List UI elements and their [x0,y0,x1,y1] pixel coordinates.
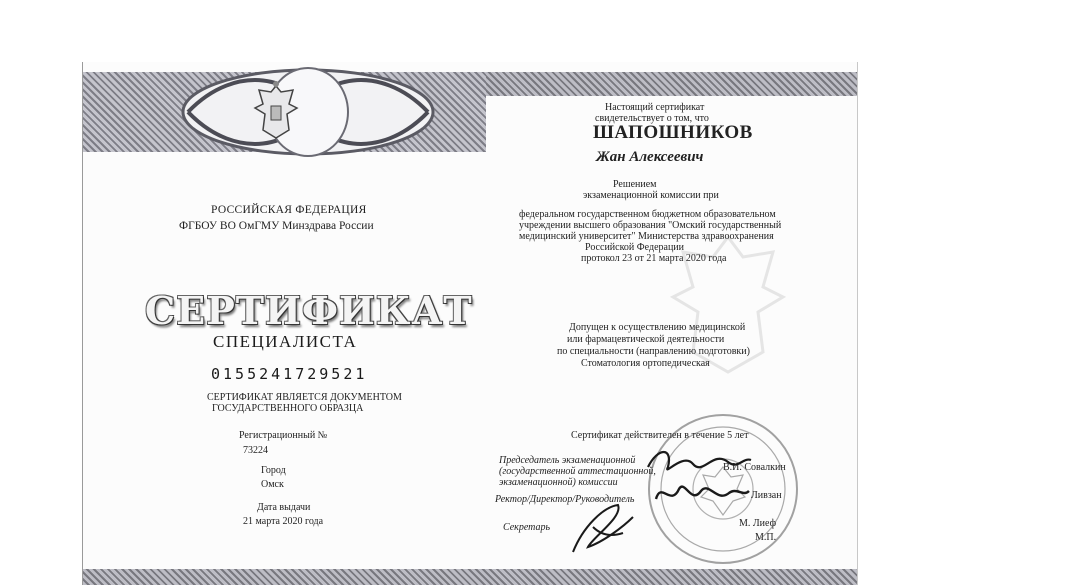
chair-line2: (государственной аттестационной, [499,466,656,477]
chair-line3: экзаменационной) комиссии [499,477,618,488]
ornamental-knot [178,62,438,164]
intro-line2: свидетельствует о том, что [595,113,709,124]
city-value: Омск [261,479,284,490]
validity-text: Сертификат действителен в течение 5 лет [571,430,749,441]
doc-note-line1: СЕРТИФИКАТ ЯВЛЯЕТСЯ ДОКУМЕНТОМ [207,392,402,403]
holder-surname: ШАПОШНИКОВ [593,122,753,143]
seal-label: М.П. [755,532,777,543]
chair-name: В.И. Совалкин [723,462,786,473]
admit-line1: Допущен к осуществлению медицинской [569,322,746,333]
coat-of-arms-emblem [251,80,301,142]
certificate-number: 0155241729521 [211,365,368,383]
doc-note-line2: ГОСУДАРСТВЕННОГО ОБРАЗЦА [212,403,364,414]
org-line2: учреждении высшего образования "Омский государственный [519,220,782,231]
specialty-value: Стоматология ортопедическая [581,358,710,369]
chair-line1: Председатель экзаменационной [499,455,636,466]
rector-signature [651,477,751,512]
certificate-title: СЕРТИФИКАТ [145,288,473,333]
institution-label: ФГБОУ ВО ОмГМУ Минздрава России [179,220,374,232]
intro-line1: Настоящий сертификат [605,102,705,113]
decision-line2: экзаменационной комиссии при [583,190,719,201]
certificate-subtitle: СПЕЦИАЛИСТА [213,332,358,351]
holder-name: Жан Алексеевич [596,149,704,165]
org-line3: медицинский университет" Министерства здравоохранения [519,231,774,242]
country-label: РОССИЙСКАЯ ФЕДЕРАЦИЯ [211,204,367,216]
rector-label: Ректор/Директор/Руководитель [495,494,635,505]
org-line1: федеральном государственном бюджетном образовательном [519,209,776,220]
admit-line2: или фармацевтической деятельности [567,334,725,345]
secretary-name: М. Лиеф [739,518,777,529]
protocol-line: протокол 23 от 21 марта 2020 года [581,253,727,264]
rector-name: Ливзан [751,490,782,501]
org-line4: Российской Федерации [585,242,685,253]
secretary-signature [563,497,643,562]
certificate-document [82,62,858,585]
guilloche-band-top-right [486,72,857,96]
secretary-label: Секретарь [503,522,551,533]
issue-date-label: Дата выдачи [257,502,311,513]
admit-line3: по специальности (направлению подготовки) [557,346,750,357]
reg-number-value: 73224 [243,445,268,456]
issue-date-value: 21 марта 2020 года [243,516,324,527]
city-label: Город [261,465,286,476]
chair-signature [643,442,753,482]
decision-line1: Решением [613,179,657,190]
reg-number-label: Регистрационный № [239,430,328,441]
